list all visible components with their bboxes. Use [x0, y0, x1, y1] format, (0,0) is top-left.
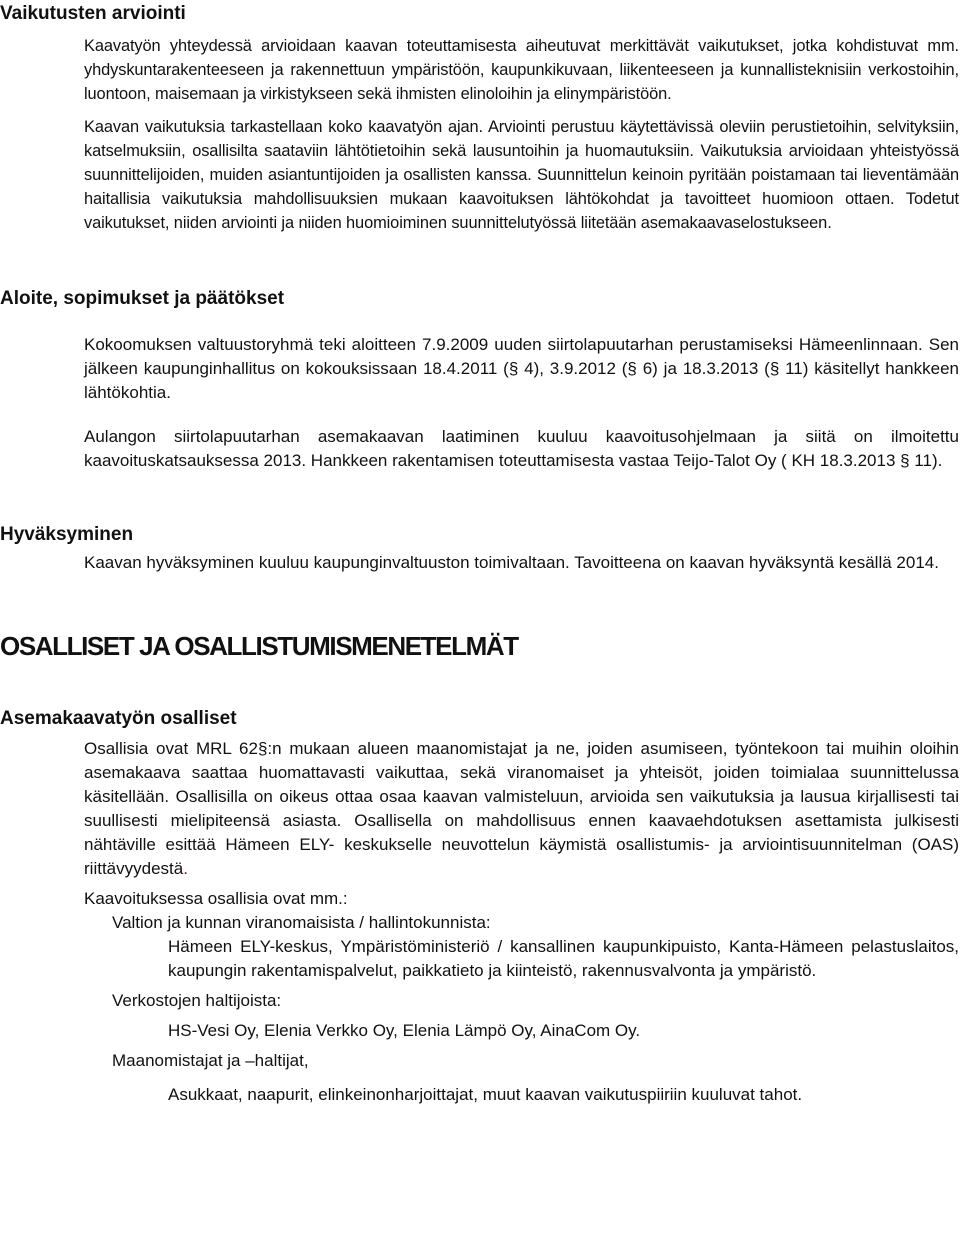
participant-group-networks: Verkostojen haltijoista:	[112, 991, 282, 1010]
participants-list	[0, 911, 960, 1107]
heading-approval: Hyväksyminen	[0, 524, 134, 545]
participants-list-intro: Kaavoituksessa osallisia ovat mm.:	[84, 889, 348, 908]
paragraph-participants-text: Osallisia ovat MRL 62§:n mukaan alueen maanomistajat ja ne, joiden asumiseen, työntekoon tai muihin oloihin asemakaava saattaa huomattavasti vaikuttaa, sekä viranomaiset ja yhteisöt, joiden toimialaa suunnittelussa käsitellään. Osallisilla on oikeus ottaa osaa kaavan valmisteluun, arvioida sen vaikutuksia ja lausua kirjallisesti tai suullisesti mielipiteensä asiasta. Osallisella on mahdollisuus ennen kaavaehdotuksen asettamista julkisesti nähtäville esittää Hämeen ELY- keskukselle neuvottelun käymistä osallistumis- ja arviointisuunnitelman (OAS) riittävyydestä	[84, 739, 959, 878]
participant-group-networks-detail: HS-Vesi Oy, Elenia Verkko Oy, Elenia Lämpö Oy, AinaCom Oy.	[168, 1021, 641, 1040]
paragraph-participants-definition	[84, 737, 959, 881]
title-participants-methods: OSALLISET JA OSALLISTUMISMENETELMÄT	[0, 631, 518, 661]
participant-group-landowners-detail: Asukkaat, naapurit, elinkeinonharjoittajat, muut kaavan vaikutuspiiriin kuuluvat tahot.	[168, 1085, 803, 1104]
heading-initiative-decisions: Aloite, sopimukset ja päätökset	[0, 288, 285, 309]
heading-plan-participants: Asemakaavatyön osalliset	[0, 708, 237, 729]
paragraph-initiative-history: Kokoomuksen valtuustoryhmä teki aloitteen 7.9.2009 uuden siirtolapuutarhan perustamiseksi Hämeenlinnaan. Sen jälkeen kaupunginhallitus on kokouksissaan 18.4.2011 (§ 4), 3.9.2012 (§ 6) ja 18.3.2013 (§ 11) käsitellyt hankkeen lähtökohtia.	[84, 335, 959, 402]
participant-group-landowners: Maanomistajat ja –haltijat,	[112, 1051, 309, 1070]
participant-group-authorities: Valtion ja kunnan viranomaisista / hallintokunnista:	[112, 913, 491, 932]
paragraph-participants-end-mark: .	[183, 859, 188, 878]
paragraph-impact-intro: Kaavatyön yhteydessä arvioidaan kaavan toteuttamisesta aiheutuvat merkittävät vaikutukset, jotka kohdistuvat mm. yhdyskuntarakenteeseen ja rakennettuun ympäristöön, kaupunkikuvaan, liikenteeseen ja kunnallisteknisiin verkostoihin, luontoon, maisemaan ja virkistykseen sekä ihmisten elinoloihin ja elinympäristöön.	[84, 37, 959, 103]
paragraph-impact-method: Kaavan vaikutuksia tarkastellaan koko kaavatyön ajan. Arviointi perustuu käytettävissä oleviin perustietoihin, selvityksiin, katselmuksiin, osallisilta saataviin lähtötietoihin sekä lausuntoihin ja huomautuksiin. Vaikutuksia arvioidaan yhteistyössä suunnittelijoiden, muiden asiantuntijoiden ja osallisten kanssa. Suunnittelun keinoin pyritään poistamaan tai lieventämään haitallisia vaikutuksia mahdollisuuksien mukaan kaavoituksen lähtökohdat ja tavoitteet huomioon ottaen. Todetut vaikutukset, niiden arviointi ja niiden huomioiminen suunnittelutyössä liitetään asemakaavaselostukseen.	[84, 118, 959, 232]
heading-impact-assessment: Vaikutusten arviointi	[0, 3, 186, 24]
paragraph-approval: Kaavan hyväksyminen kuuluu kaupunginvaltuuston toimivaltaan. Tavoitteena on kaavan hyväksyntä kesällä 2014.	[84, 553, 939, 572]
paragraph-planning-program: Aulangon siirtolapuutarhan asemakaavan laatiminen kuuluu kaavoitusohjelmaan ja siitä on ilmoitettu kaavoituskatsauksessa 2013. Hankkeen rakentamisen toteuttamisesta vastaa Teijo-Talot Oy ( KH 18.3.2013 § 11).	[84, 427, 959, 470]
participant-group-authorities-detail: Hämeen ELY-keskus, Ympäristöministeriö / kansallinen kaupunkipuisto, Kanta-Hämeen pelastuslaitos, kaupungin rakentamispalvelut, paikkatieto ja kiinteistö, rakennusvalvonta ja ympäristö.	[168, 937, 959, 980]
